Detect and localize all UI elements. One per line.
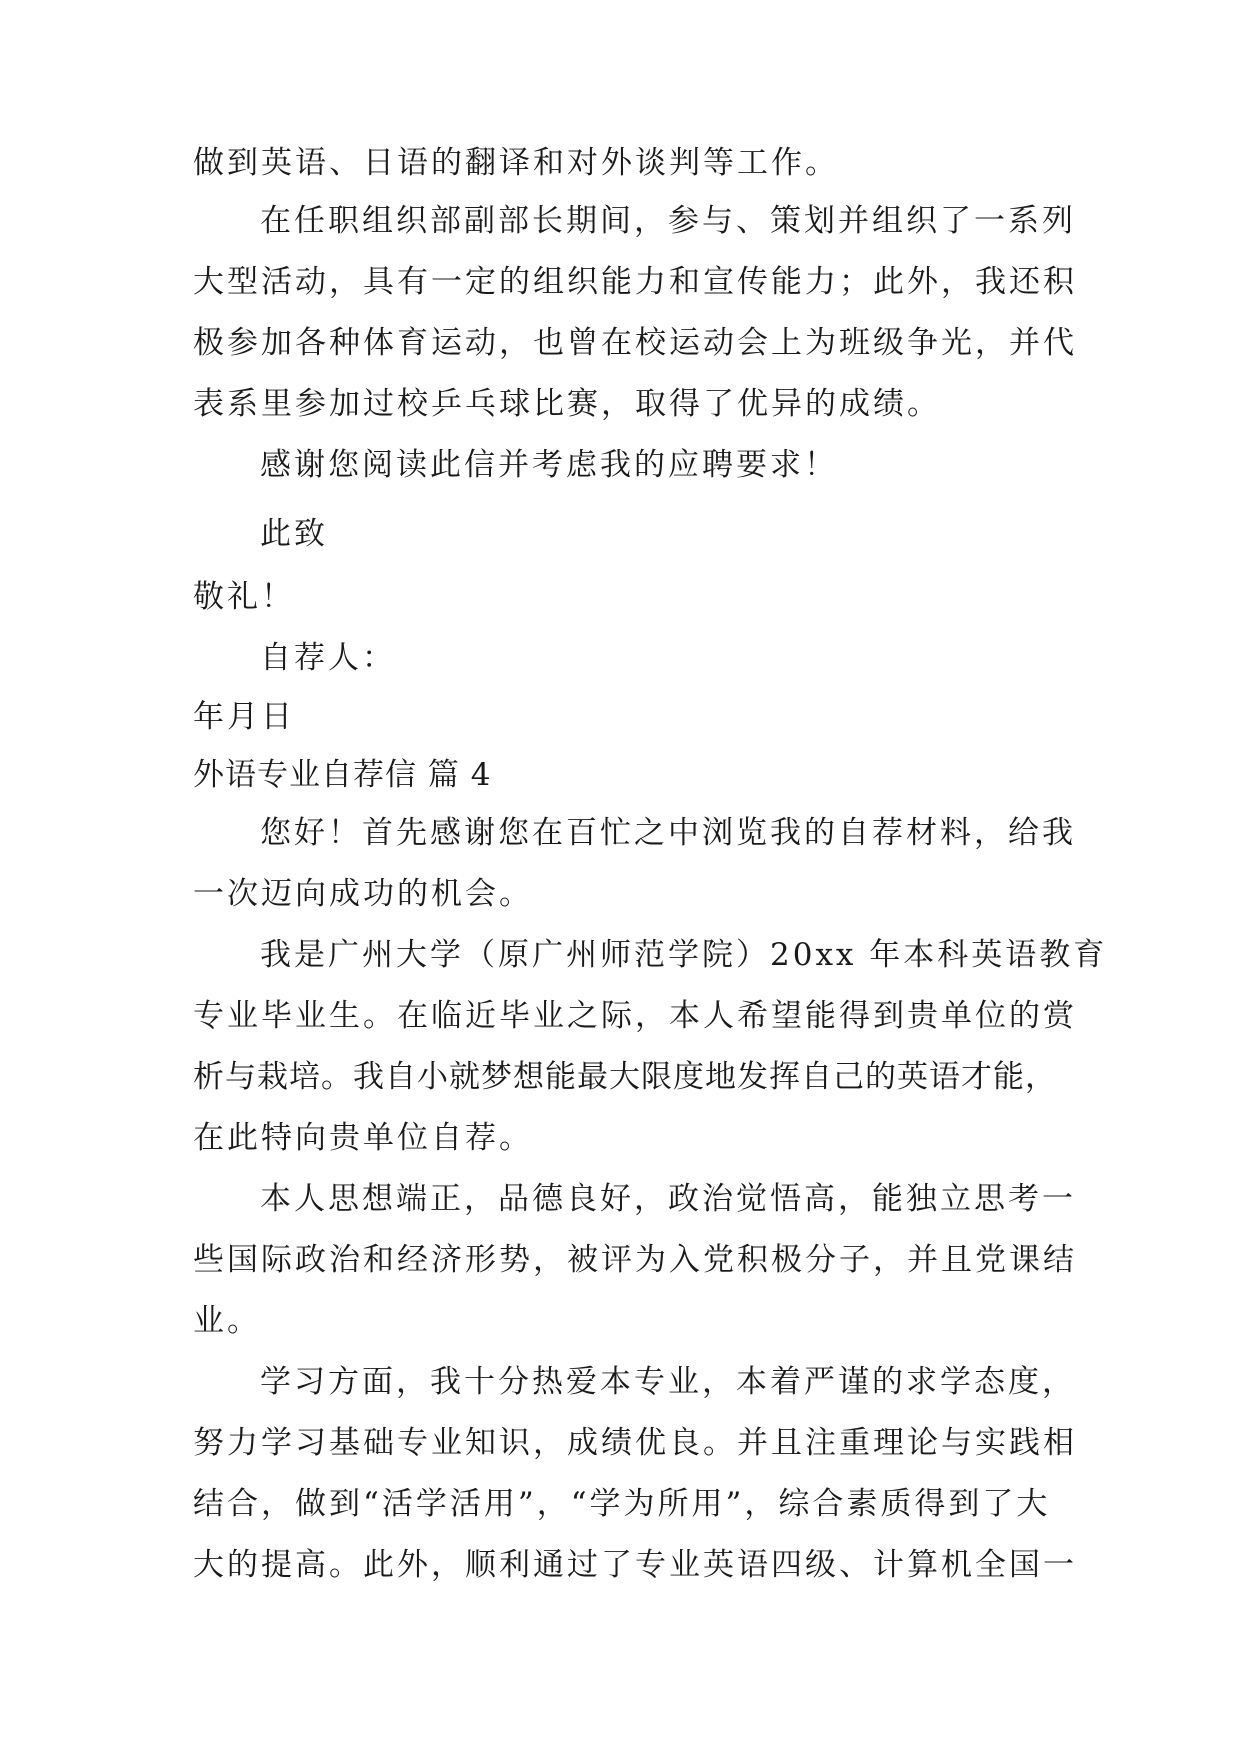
text-line: 我是广州大学（原广州师范学院）20xx 年本科英语教育 bbox=[260, 937, 1108, 973]
text-line: 析与栽培。我自小就梦想能最大限度地发挥自己的英语才能， bbox=[193, 1059, 1057, 1095]
text-line: 努力学习基础专业知识，成绩优良。并且注重理论与实践相 bbox=[193, 1425, 1077, 1461]
text-line: 在任职组织部副部长期间，参与、策划并组织了一系列 bbox=[260, 203, 1076, 239]
text-line: 本人思想端正，品德良好，政治觉悟高，能独立思考一 bbox=[260, 1181, 1076, 1217]
text-line: 大的提高。此外，顺利通过了专业英语四级、计算机全国一 bbox=[193, 1547, 1077, 1583]
text-line: 专业毕业生。在临近毕业之际，本人希望能得到贵单位的赏 bbox=[193, 998, 1077, 1034]
text-line: 表系里参加过校乒乓球比赛，取得了优异的成绩。 bbox=[193, 386, 941, 422]
section-heading: 外语专业自荐信 篇 4 bbox=[193, 757, 492, 793]
text-line: 极参加各种体育运动，也曾在校运动会上为班级争光，并代 bbox=[193, 325, 1077, 361]
text-line: 您好！首先感谢您在百忙之中浏览我的自荐材料，给我 bbox=[260, 815, 1076, 851]
text-line: 做到英语、日语的翻译和对外谈判等工作。 bbox=[193, 145, 839, 181]
text-line: 一次迈向成功的机会。 bbox=[193, 876, 533, 912]
text-line: 大型活动，具有一定的组织能力和宣传能力；此外，我还积 bbox=[193, 264, 1077, 300]
text-line: 此致 bbox=[260, 516, 328, 552]
text-line: 敬礼！ bbox=[193, 579, 295, 615]
text-line: 自荐人： bbox=[260, 640, 396, 676]
text-line: 学习方面，我十分热爱本专业，本着严谨的求学态度， bbox=[260, 1364, 1076, 1400]
text-line: 在此特向贵单位自荐。 bbox=[193, 1120, 533, 1156]
text-line: 结合，做到“活学活用”，“学为所用”，综合素质得到了大 bbox=[193, 1486, 1051, 1522]
text-line: 些国际政治和经济形势，被评为入党积极分子，并且党课结 bbox=[193, 1242, 1077, 1278]
text-line: 年月日 bbox=[193, 699, 295, 735]
text-line: 业。 bbox=[193, 1303, 261, 1339]
text-line: 感谢您阅读此信并考虑我的应聘要求！ bbox=[260, 447, 838, 483]
